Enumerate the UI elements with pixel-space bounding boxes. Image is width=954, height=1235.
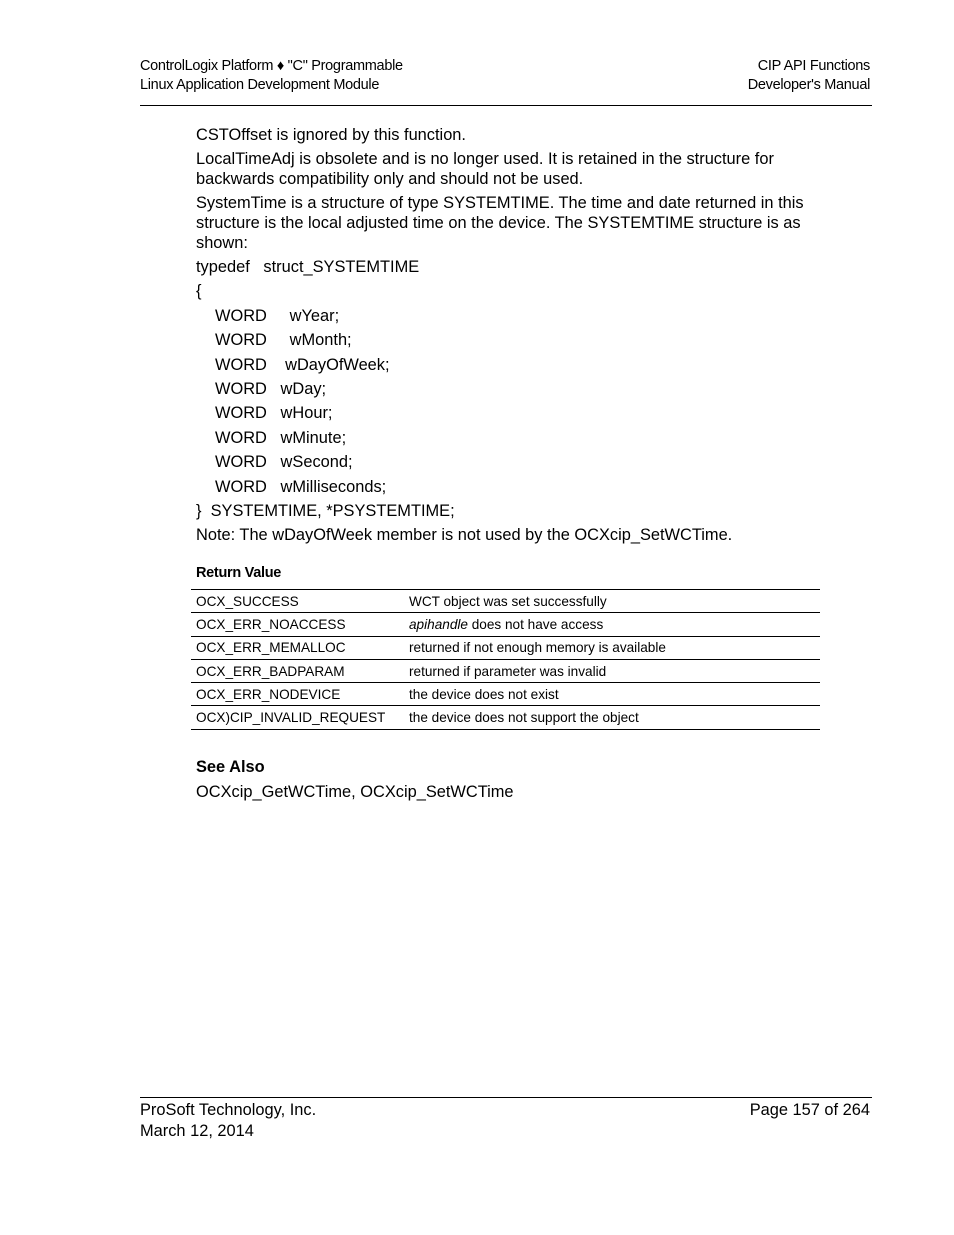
see-also-links: OCXcip_GetWCTime, OCXcip_SetWCTime <box>196 783 514 801</box>
table-row <box>191 613 820 636</box>
footer-company: ProSoft Technology, Inc. <box>140 1101 317 1119</box>
table-row <box>191 636 820 659</box>
main-content <box>196 125 826 545</box>
table-row <box>191 590 820 613</box>
code-member: WORD wMonth; <box>215 331 352 350</box>
code-member: WORD wMinute; <box>215 428 347 447</box>
header-product-subtitle: Linux Application Development Module <box>140 77 380 93</box>
return-description: the device does not exist <box>404 683 820 706</box>
return-code: OCX_ERR_NOACCESS <box>191 613 404 636</box>
header-manual-title: Developer's Manual <box>747 77 870 93</box>
header-section-title: CIP API Functions <box>757 58 870 74</box>
return-code: OCX_ERR_BADPARAM <box>191 659 404 682</box>
return-value-table <box>191 589 820 730</box>
code-open-brace: { <box>196 282 202 301</box>
header-product-title: ControlLogix Platform ♦ "C" Programmable <box>140 58 403 74</box>
see-also-title: See Also <box>196 758 265 776</box>
return-code: OCX_ERR_NODEVICE <box>191 683 404 706</box>
return-description: returned if parameter was invalid <box>404 659 820 682</box>
return-description: the device does not support the object <box>404 706 820 729</box>
page-footer <box>140 1097 872 1140</box>
struct-code-block <box>196 257 826 525</box>
page-number: Page 157 of 264 <box>749 1101 870 1119</box>
footer-left <box>140 1100 316 1141</box>
code-close: } SYSTEMTIME, *PSYSTEMTIME; <box>196 501 455 520</box>
return-description <box>404 613 820 636</box>
param-apihandle: apihandle <box>409 616 468 632</box>
return-description: WCT object was set successfully <box>404 590 820 613</box>
header-right <box>748 57 870 95</box>
code-member: WORD wSecond; <box>215 453 353 472</box>
code-member: WORD wHour; <box>215 404 333 423</box>
return-code: OCX_ERR_MEMALLOC <box>191 636 404 659</box>
code-member: WORD wMilliseconds; <box>215 477 387 496</box>
return-description: returned if not enough memory is available <box>404 636 820 659</box>
table-row <box>191 659 820 682</box>
footer-date: March 12, 2014 <box>140 1121 254 1140</box>
code-member: WORD wDayOfWeek; <box>215 355 390 374</box>
note-text: Note: The wDayOfWeek member is not used by the OCXcip_SetWCTime. <box>196 526 733 545</box>
page-header <box>140 57 872 106</box>
paragraph-localtimeadj: LocalTimeAdj is obsolete and is no longer used. It is retained in the structure for backwards compatibility only and should not be used. <box>196 150 774 188</box>
table-row <box>191 683 820 706</box>
paragraph-cstoffset: CSTOffset is ignored by this function. <box>196 126 466 144</box>
paragraph-systemtime: SystemTime is a structure of type SYSTEMTIME. The time and date returned in this structure is the local adjusted time on the device. The SYSTEMTIME structure is as shown: <box>196 194 804 252</box>
return-value-title: Return Value <box>196 565 282 581</box>
return-code: OCX_SUCCESS <box>191 590 404 613</box>
table-row <box>191 706 820 729</box>
code-member: WORD wYear; <box>215 306 340 325</box>
return-code: OCX)CIP_INVALID_REQUEST <box>191 706 404 729</box>
code-member: WORD wDay; <box>215 379 327 398</box>
header-left <box>140 57 403 95</box>
code-typedef: typedef struct_SYSTEMTIME <box>196 258 420 276</box>
description-text: does not have access <box>467 616 604 632</box>
